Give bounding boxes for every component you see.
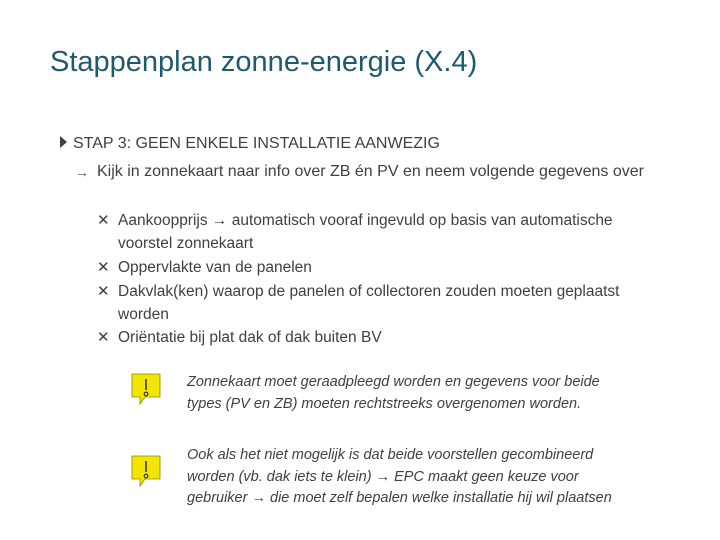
list-item-text: Aankoopprijs → automatisch vooraf ingevuld op basis van automatische voorstel zonnekaart [118,212,613,252]
triangle-bullet-icon [60,136,67,148]
list-item-text: Oppervlakte van de panelen [118,259,312,276]
instruction [75,160,675,184]
cross-bullet-icon: ✕ [97,329,110,346]
note-text: Ook als het niet mogelijk is dat beide voorstellen gecombineerd worden (vb. dak iets te klein) → EPC maakt geen keuze voor gebruiker → die moet zelf bepalen welke installatie hij wil plaatsen [187,447,612,506]
list-item-text: Oriëntatie bij plat dak of dak buiten BV [118,329,382,346]
note-text: Zonnekaart moet geraadpleegd worden en gegevens voor beide types (PV en ZB) moeten rechtstreeks overgenomen worden. [187,374,600,412]
cross-bullet-icon: ✕ [97,259,110,276]
arrow-bullet-icon: → [75,164,89,180]
step-heading-text: STAP 3: GEEN ENKELE INSTALLATIE AANWEZIG [73,135,440,152]
list-item [97,209,657,255]
slide-title: Stappenplan zonne-energie (X.4) [50,46,478,78]
list-item [97,256,657,279]
list-item-text: Dakvlak(ken) waarop de panelen of collectoren zouden moeten geplaatst worden [118,283,620,323]
cross-bullet-icon: ✕ [97,283,110,300]
list-item [97,280,657,326]
list-item [97,326,657,349]
cross-bullet-icon: ✕ [97,212,110,229]
warning-icon [131,455,161,487]
warning-icon [131,373,161,405]
instruction-text: Kijk in zonnekaart naar info over ZB én PV en neem volgende gegevens over [97,163,644,180]
